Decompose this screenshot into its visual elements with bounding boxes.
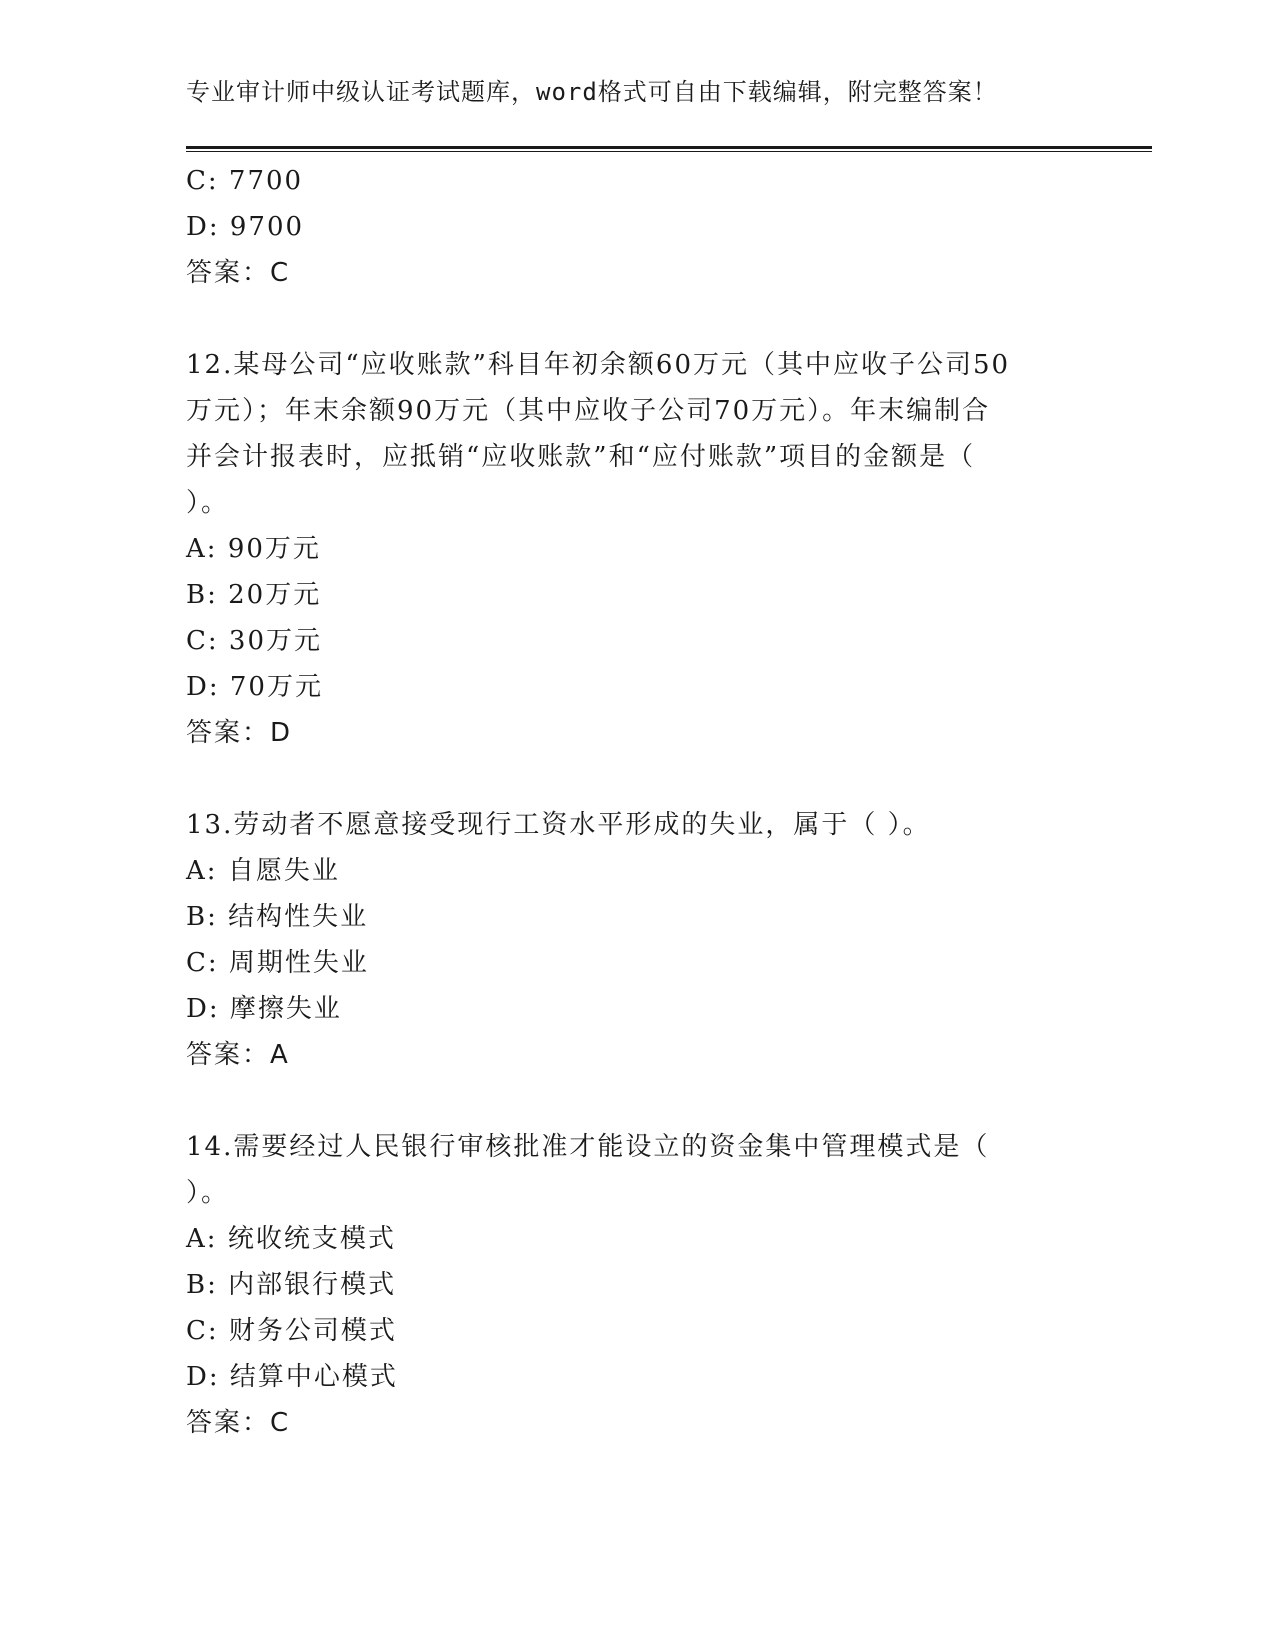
- option-a: [186, 526, 1086, 572]
- option-a: [186, 848, 1086, 894]
- question-13: [186, 802, 1086, 1078]
- header-rule-thick: [186, 146, 1152, 149]
- option-d: [186, 664, 1086, 710]
- option-text: 70万元: [229, 672, 323, 702]
- option-b: [186, 894, 1086, 940]
- option-label: B:: [186, 902, 218, 932]
- option-text: 9700: [229, 212, 305, 242]
- document-header: 专业审计师中级认证考试题库，word格式可自由下载编辑，附完整答案！: [186, 78, 998, 106]
- option-c: [186, 940, 1086, 986]
- option-label: A:: [186, 1224, 218, 1254]
- option-c: [186, 158, 1086, 204]
- option-text: 20万元: [228, 580, 322, 610]
- option-label: D:: [186, 672, 220, 702]
- option-text: 内部银行模式: [228, 1270, 397, 1300]
- question-text-line: 13.劳动者不愿意接受现行工资水平形成的失业，属于（ ）。: [186, 810, 931, 840]
- question-12: [186, 342, 1086, 756]
- question-text-line: 并会计报表时，应抵销“应收账款”和“应付账款”项目的金额是（: [186, 442, 976, 472]
- option-text: 7700: [228, 166, 304, 196]
- option-text: 90万元: [227, 534, 321, 564]
- option-c: [186, 1308, 1086, 1354]
- option-d: [186, 986, 1086, 1032]
- option-c: [186, 618, 1086, 664]
- option-label: D:: [186, 1362, 220, 1392]
- option-a: [186, 1216, 1086, 1262]
- option-label: C:: [186, 1316, 219, 1346]
- header-rule-thin: [186, 151, 1152, 152]
- answer: 答案：A: [186, 1040, 290, 1070]
- question-text-line: ）。: [186, 488, 230, 518]
- option-text: 摩擦失业: [229, 994, 342, 1024]
- option-label: C:: [186, 166, 219, 196]
- option-text: 周期性失业: [228, 948, 369, 978]
- question-14: [186, 1124, 1086, 1446]
- option-text: 自愿失业: [227, 856, 340, 886]
- option-text: 30万元: [228, 626, 323, 656]
- option-d: [186, 1354, 1086, 1400]
- option-label: C:: [186, 626, 219, 656]
- option-d: [186, 204, 1086, 250]
- question-text-line: ）。: [186, 1178, 230, 1208]
- spacer: [186, 296, 1086, 342]
- spacer: [186, 1078, 1086, 1124]
- option-text: 结算中心模式: [229, 1362, 398, 1392]
- option-label: D:: [186, 994, 220, 1024]
- question-text-line: 14.需要经过人民银行审核批准才能设立的资金集中管理模式是（: [186, 1132, 990, 1162]
- option-b: [186, 572, 1086, 618]
- option-label: A:: [186, 534, 218, 564]
- option-label: B:: [186, 1270, 218, 1300]
- option-label: B:: [186, 580, 218, 610]
- prev-question: [186, 158, 1086, 296]
- question-content: [186, 158, 1086, 1446]
- option-text: 结构性失业: [228, 902, 369, 932]
- question-text-line: 万元）；年末余额90万元（其中应收子公司70万元）。年末编制合: [186, 396, 991, 426]
- option-b: [186, 1262, 1086, 1308]
- option-label: C:: [186, 948, 219, 978]
- option-text: 统收统支模式: [227, 1224, 396, 1254]
- option-text: 财务公司模式: [228, 1316, 397, 1346]
- question-text-line: 12.某母公司“应收账款”科目年初余额60万元（其中应收子公司50: [186, 350, 1011, 380]
- answer: 答案：C: [186, 1408, 291, 1438]
- option-label: A:: [186, 856, 218, 886]
- spacer: [186, 756, 1086, 802]
- option-label: D:: [186, 212, 220, 242]
- answer: 答案：D: [186, 718, 293, 748]
- answer: 答案：C: [186, 258, 291, 288]
